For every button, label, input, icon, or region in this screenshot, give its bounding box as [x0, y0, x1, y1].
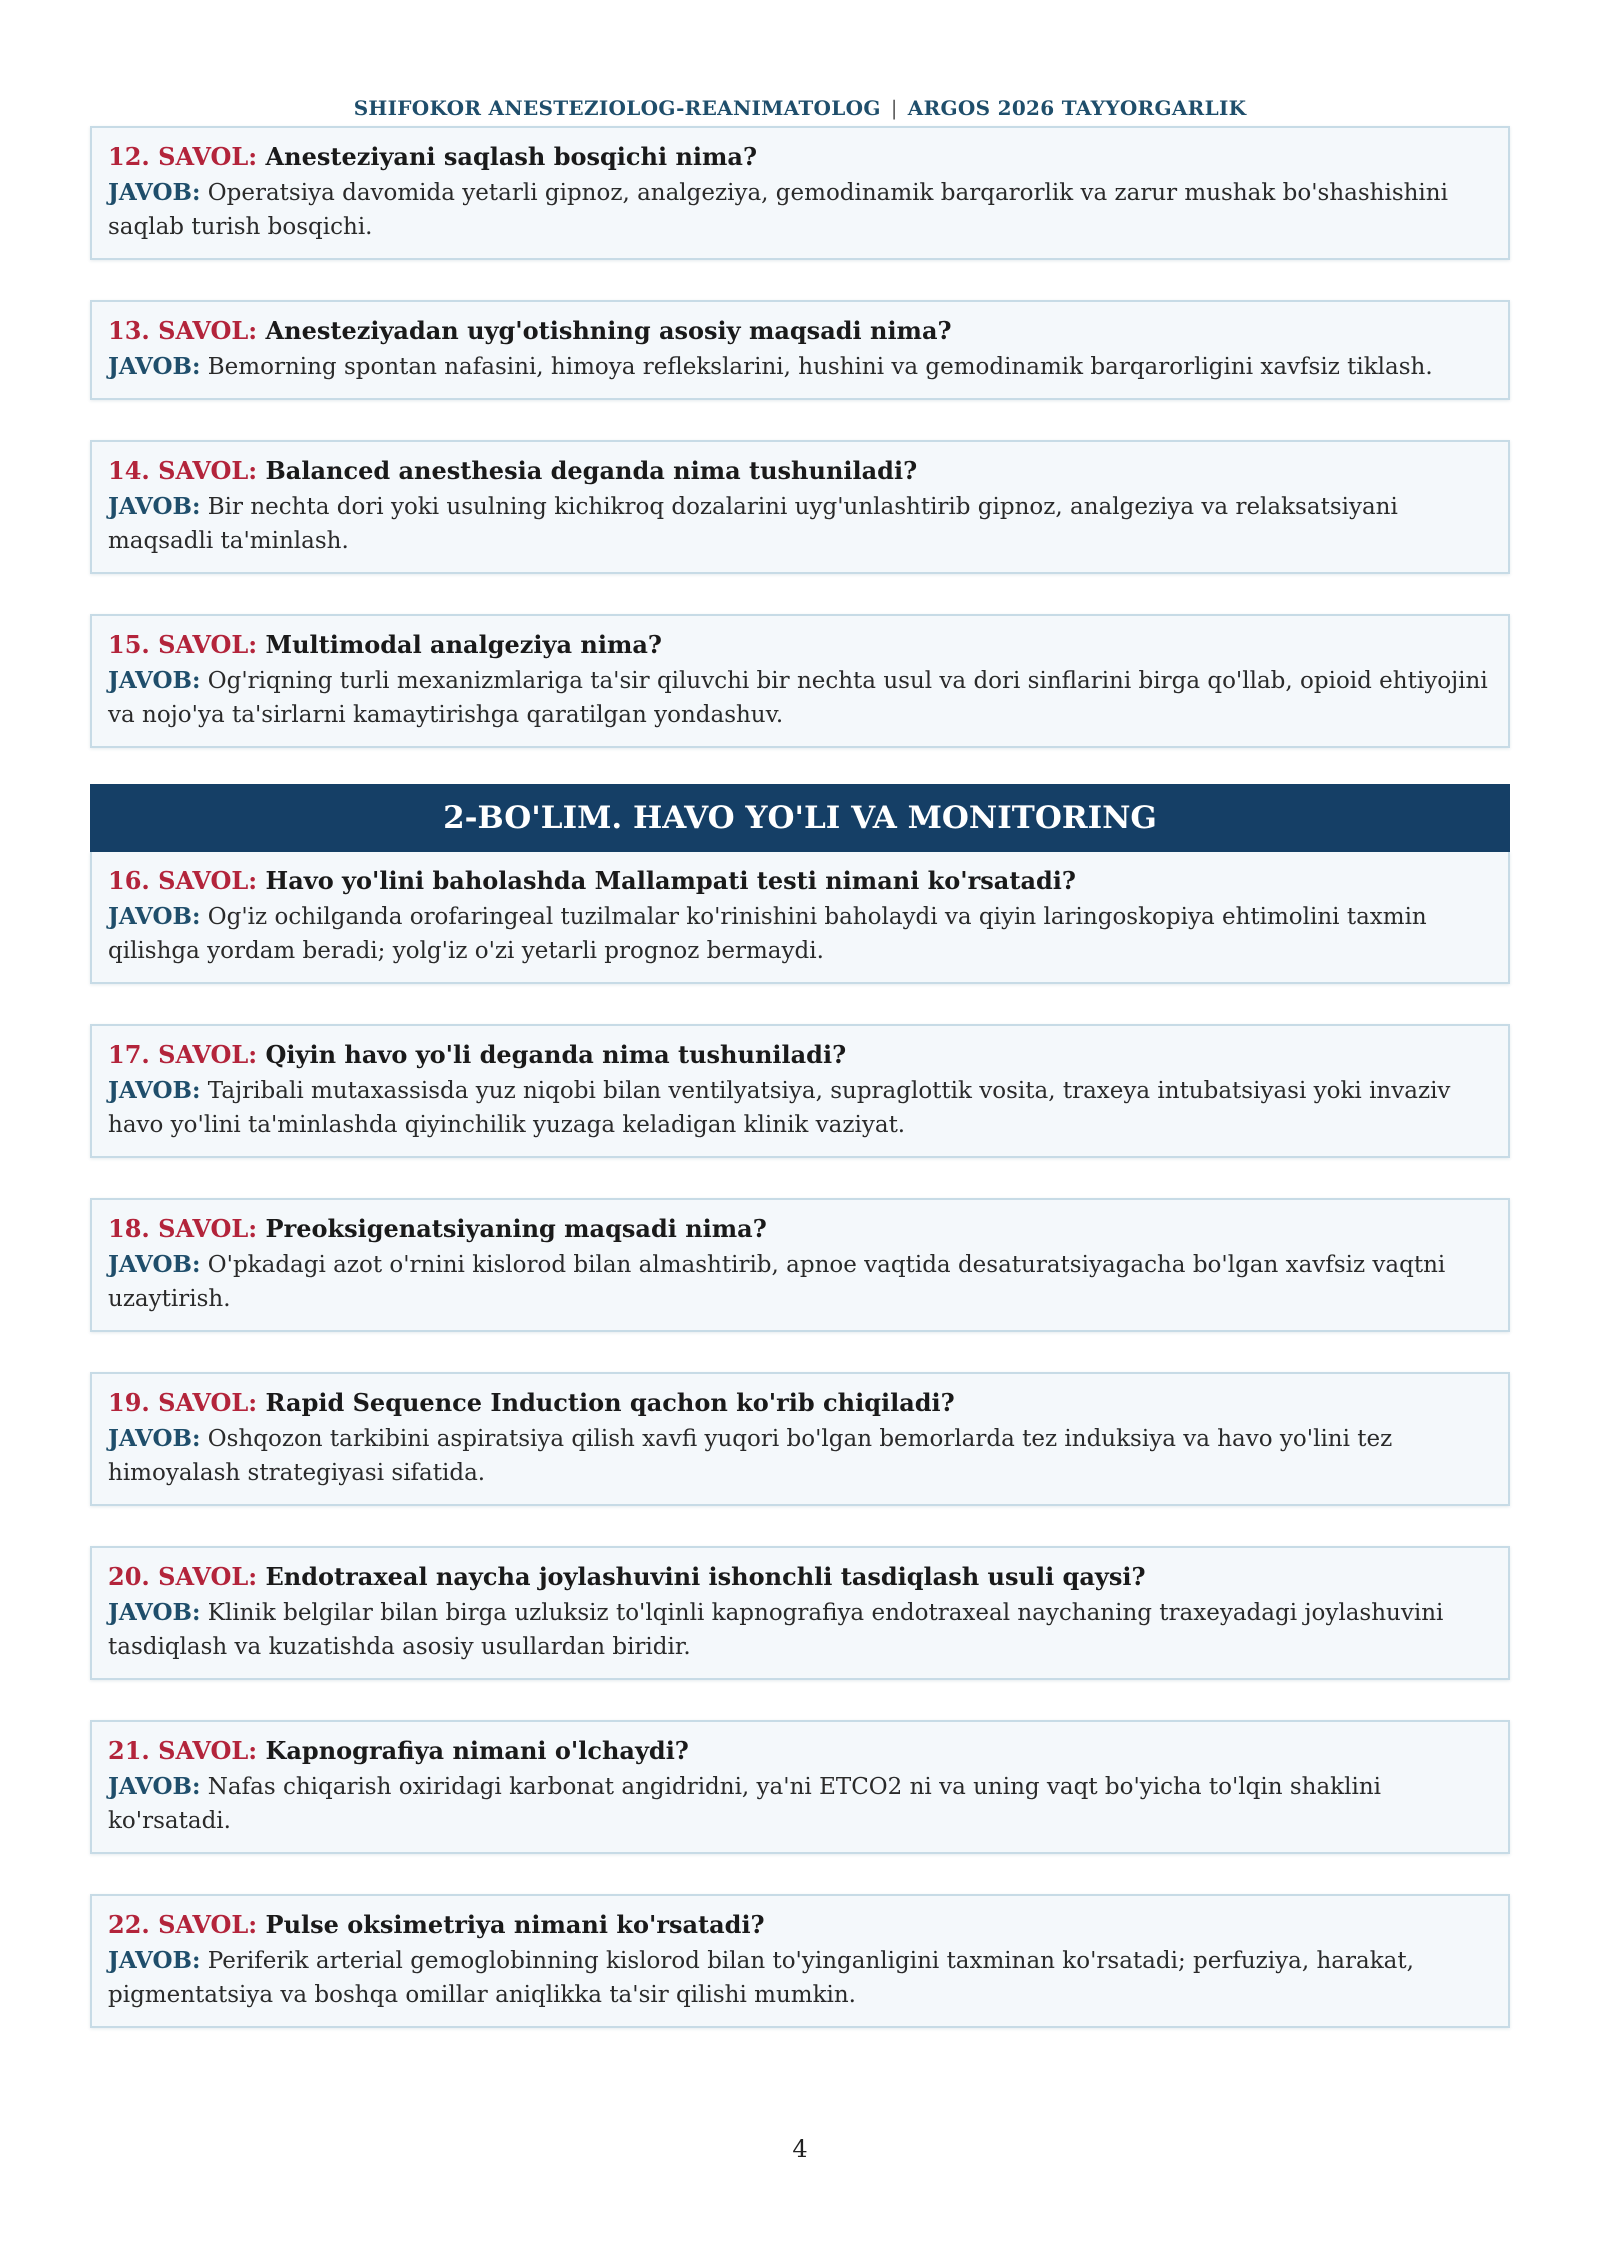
qa-card — [90, 440, 1510, 574]
header-right: ARGOS 2026 TAYYORGARLIK — [907, 96, 1247, 120]
header-separator: | — [890, 96, 898, 120]
page-content — [90, 126, 1510, 2068]
answer — [108, 664, 1492, 732]
question-text: Kapnografiya nimani o'lchaydi? — [265, 1736, 689, 1765]
qa-card — [90, 614, 1510, 748]
answer — [108, 1074, 1492, 1142]
question — [108, 1038, 1492, 1072]
page-number: 4 — [792, 2135, 808, 2163]
question — [108, 454, 1492, 488]
question-text: Pulse oksimetriya nimani ko'rsatadi? — [265, 1910, 765, 1939]
answer — [108, 176, 1492, 244]
question-text: Havo yo'lini baholashda Mallampati testi nimani ko'rsatadi? — [265, 866, 1076, 895]
question — [108, 628, 1492, 662]
question-label: 13. SAVOL: — [108, 316, 258, 345]
answer — [108, 1248, 1492, 1316]
answer-text: Tajribali mutaxassisda yuz niqobi bilan ventilyatsiya, supraglottik vosita, traxeya intubatsiyasi yoki invaziv havo yo'lini ta'minlashda qiyinchilik yuzaga keladigan klinik vaziyat. — [108, 1078, 1451, 1138]
question-text: Balanced anesthesia deganda nima tushuniladi? — [265, 456, 918, 485]
answer-label: JAVOB: — [108, 1947, 201, 1974]
question — [108, 864, 1492, 898]
question-text: Anesteziyadan uyg'otishning asosiy maqsadi nima? — [265, 316, 952, 345]
answer-label: JAVOB: — [108, 493, 201, 520]
question — [108, 140, 1492, 174]
question-label: 22. SAVOL: — [108, 1910, 258, 1939]
question-text: Endotraxeal naycha joylashuvini ishonchli tasdiqlash usuli qaysi? — [265, 1562, 1146, 1591]
answer — [108, 490, 1492, 558]
answer-text: Periferik arterial gemoglobinning kislorod bilan to'yinganligini taxminan ko'rsatadi; perfuziya, harakat, pigmentatsiya va boshqa omillar aniqlikka ta'sir qilishi mumkin. — [108, 1948, 1414, 2008]
answer-text: Klinik belgilar bilan birga uzluksiz to'lqinli kapnografiya endotraxeal naychaning traxeyadagi joylashuvini tasdiqlash va kuzatishda asosiy usullardan biridir. — [108, 1600, 1444, 1660]
answer — [108, 1770, 1492, 1838]
answer-label: JAVOB: — [108, 1077, 201, 1104]
answer-label: JAVOB: — [108, 667, 201, 694]
qa-card — [90, 126, 1510, 260]
answer-text: O'pkadagi azot o'rnini kislorod bilan almashtirib, apnoe vaqtida desaturatsiyagacha bo'lgan xavfsiz vaqtni uzaytirish. — [108, 1252, 1446, 1312]
question-text: Anesteziyani saqlash bosqichi nima? — [265, 142, 758, 171]
question-label: 12. SAVOL: — [108, 142, 258, 171]
qa-card — [90, 1198, 1510, 1332]
question-label: 17. SAVOL: — [108, 1040, 258, 1069]
answer-text: Bir nechta dori yoki usulning kichikroq dozalarini uyg'unlashtirib gipnoz, analgeziya va relaksatsiyani maqsadli ta'minlash. — [108, 494, 1398, 554]
qa-card — [90, 1024, 1510, 1158]
question — [108, 314, 1492, 348]
answer — [108, 1596, 1492, 1664]
qa-card — [90, 852, 1510, 984]
question-label: 16. SAVOL: — [108, 866, 258, 895]
answer-text: Og'iz ochilganda orofaringeal tuzilmalar ko'rinishini baholaydi va qiyin laringoskopiya ehtimolini taxmin qilishga yordam beradi; yolg'iz o'zi yetarli prognoz bermaydi. — [108, 904, 1427, 964]
qa-card — [90, 1372, 1510, 1506]
answer-label: JAVOB: — [108, 1251, 201, 1278]
question — [108, 1734, 1492, 1768]
answer-text: Oshqozon tarkibini aspiratsiya qilish xavfi yuqori bo'lgan bemorlarda tez induksiya va havo yo'lini tez himoyalash strategiyasi sifatida. — [108, 1426, 1393, 1486]
question-text: Qiyin havo yo'li deganda nima tushuniladi? — [265, 1040, 847, 1069]
question-label: 20. SAVOL: — [108, 1562, 258, 1591]
answer — [108, 1422, 1492, 1490]
question — [108, 1908, 1492, 1942]
question — [108, 1386, 1492, 1420]
answer — [108, 1944, 1492, 2012]
answer-label: JAVOB: — [108, 903, 201, 930]
question — [108, 1212, 1492, 1246]
answer-label: JAVOB: — [108, 179, 201, 206]
qa-card — [90, 1720, 1510, 1854]
answer-text: Nafas chiqarish oxiridagi karbonat angidridni, ya'ni ETCO2 ni va uning vaqt bo'yicha to'lqin shaklini ko'rsatadi. — [108, 1774, 1381, 1834]
answer-text: Bemorning spontan nafasini, himoya reflekslarini, hushini va gemodinamik barqarorligini xavfsiz tiklash. — [207, 354, 1433, 380]
answer-text: Operatsiya davomida yetarli gipnoz, analgeziya, gemodinamik barqarorlik va zarur mushak bo'shashishini saqlab turish bosqichi. — [108, 180, 1448, 240]
qa-card — [90, 300, 1510, 400]
answer — [108, 900, 1492, 968]
running-header — [0, 96, 1600, 120]
qa-card — [90, 1894, 1510, 2028]
answer-text: Og'riqning turli mexanizmlariga ta'sir qiluvchi bir nechta usul va dori sinflarini birga qo'llab, opioid ehtiyojini va nojo'ya ta'sirlarni kamaytirishga qaratilgan yondashuv. — [108, 668, 1488, 728]
question-label: 19. SAVOL: — [108, 1388, 258, 1417]
header-left: SHIFOKOR ANESTEZIOLOG-REANIMATOLOG — [353, 96, 881, 120]
question-text: Rapid Sequence Induction qachon ko'rib chiqiladi? — [265, 1388, 955, 1417]
answer-label: JAVOB: — [108, 353, 201, 380]
question — [108, 1560, 1492, 1594]
question-label: 21. SAVOL: — [108, 1736, 258, 1765]
answer-label: JAVOB: — [108, 1425, 201, 1452]
section-heading: 2-BO'LIM. HAVO YO'LI VA MONITORING — [90, 784, 1510, 852]
answer-label: JAVOB: — [108, 1773, 201, 1800]
question-label: 14. SAVOL: — [108, 456, 258, 485]
question-label: 15. SAVOL: — [108, 630, 258, 659]
answer — [108, 350, 1492, 384]
question-text: Multimodal analgeziya nima? — [265, 630, 662, 659]
answer-label: JAVOB: — [108, 1599, 201, 1626]
qa-card — [90, 1546, 1510, 1680]
question-text: Preoksigenatsiyaning maqsadi nima? — [265, 1214, 767, 1243]
question-label: 18. SAVOL: — [108, 1214, 258, 1243]
